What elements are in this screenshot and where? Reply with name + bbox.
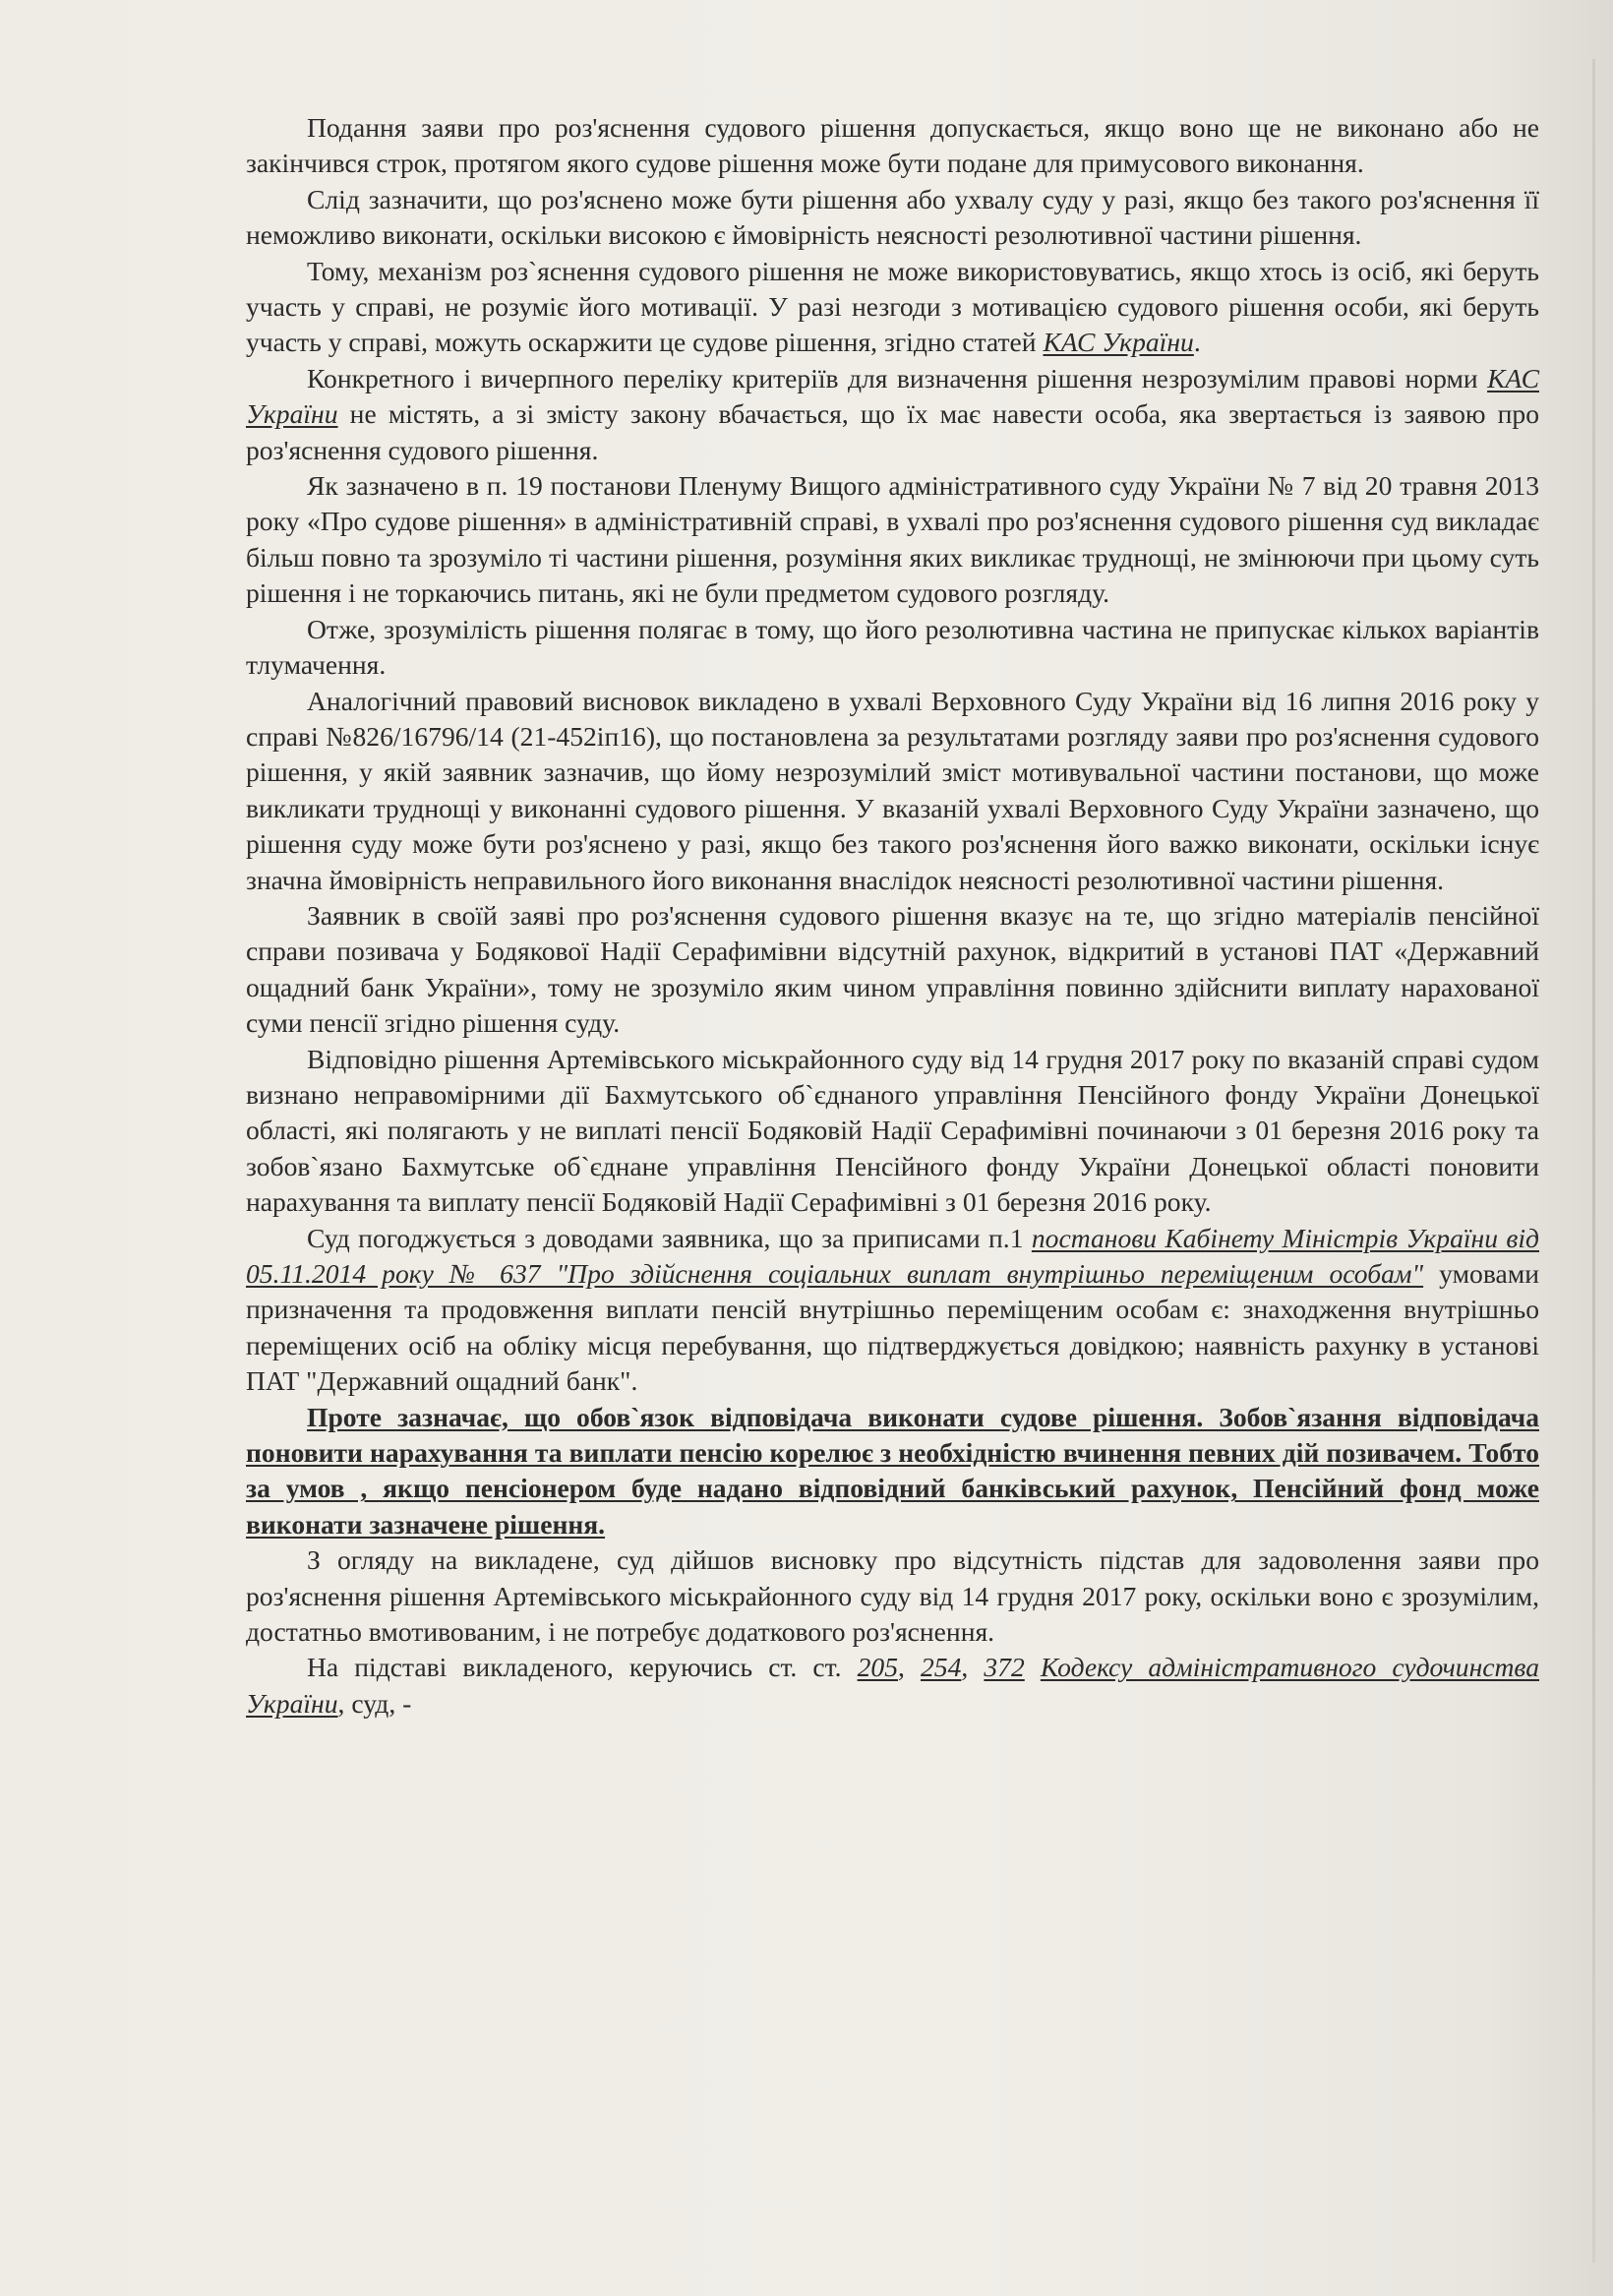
paragraph-4-text: Конкретного і вичерпного переліку критеріїв для визначення рішення незрозумілим правові норми <box>307 362 1488 393</box>
paragraph-3 <box>246 254 1539 361</box>
paragraph-13-text: На підставі викладеного, керуючись ст. ст. <box>307 1652 858 1683</box>
separator: , <box>961 1652 985 1683</box>
paragraph-11-emphasis <box>246 1400 1539 1543</box>
paragraph-10 <box>246 1221 1539 1400</box>
article-205-link[interactable]: 205 <box>857 1652 899 1683</box>
paragraph-13-end: , суд, - <box>337 1687 412 1719</box>
kas-ukraine-link[interactable]: КАС України <box>1043 327 1194 358</box>
paragraph-9: Відповідно рішення Артемівського міськрайонного суду від 14 грудня 2017 року по вказаній справі судом визнано неправомірними дії Бахмутського об`єднаного управління Пенсійного фонду України Донецької області, які полягають у не виплаті пенсії Бодяковій Надії Серафимівні починаючи з 01 березня 2016 року та зобов`язано Бахмутське об`єднане управління Пенсійного фонду України Донецької області поновити нарахування та виплату пенсії Бодяковій Надії Серафимівні з 01 березня 2016 року. <box>246 1043 1539 1218</box>
paragraph-6: Отже, зрозумілість рішення полягає в тому, що його резолютивна частина не припускає кількох варіантів тлумачення. <box>246 613 1539 681</box>
kas-ukraine-link[interactable]: КАС України <box>246 362 1539 430</box>
article-372-link[interactable]: 372 <box>984 1652 1025 1683</box>
kas-code-link[interactable]: Кодексу адміністративного судочинства України <box>246 1652 1540 1719</box>
paragraph-2: Слід зазначити, що роз'яснено може бути рішення або ухвалу суду у разі, якщо без такого роз'яснення її неможливо виконати, оскільки високою є ймовірність неясності резолютивної частини рішення. <box>246 183 1539 251</box>
paragraph-10-end: умовами призначення та продовження виплати пенсій внутрішньо переміщеним особам є: знаходження внутрішньо переміщених осіб на обліку місця перебування, що підтверджується довідкою; наявність рахунку в установі ПАТ "Державний ощадний банк". <box>246 1258 1539 1397</box>
paragraph-8: Заявник в своїй заяві про роз'яснення судового рішення вказує на те, що згідно матеріалів пенсійної справи позивача у Бодякової Надії Серафимівни відсутній рахунок, відкритий в установі ПАТ «Державний ощадний банк України», тому не зрозуміло яким чином управління повинно здійснити виплату нарахованої суми пенсії згідно рішення суду. <box>246 899 1539 1039</box>
paragraph-3-text: Тому, механізм роз`яснення судового рішення не може використовуватись, якщо хтось із осіб, які беруть участь у справі, не розуміє його мотивації. У разі незгоди з мотивацією судового рішення особи, які беруть участь у справі, можуть оскаржити це судове рішення, згідно статей <box>246 255 1539 358</box>
paragraph-5: Як зазначено в п. 19 постанови Пленуму Вищого адміністративного суду України № 7 від 20 травня 2013 року «Про судове рішення» в адміністративній справі, в ухвалі про роз'яснення судового рішення суд викладає більш повно та зрозуміло ті частини рішення, розуміння яких викликає труднощі, не змінюючи при цьому суть рішення і не торкаючись питань, які не були предметом судового розгляду. <box>246 470 1539 609</box>
separator <box>1025 1652 1041 1682</box>
separator: , <box>898 1652 921 1683</box>
paragraph-10-text: Суд погоджується з доводами заявника, що за приписами п.1 <box>307 1222 1032 1253</box>
paragraph-4 <box>246 361 1539 468</box>
article-254-link[interactable]: 254 <box>921 1652 962 1683</box>
paragraph-1: Подання заяви про роз'яснення судового рішення допускається, якщо воно ще не виконано або не закінчився строк, протягом якого судове рішення може бути подане для примусового виконання. <box>246 112 1539 179</box>
cabinet-resolution-link[interactable]: постанови Кабінету Міністрів України від 05.11.2014 року № 637 "Про здійснення соціальних виплат внутрішньо переміщеним особам" <box>246 1222 1539 1289</box>
paragraph-3-end: . <box>1193 327 1201 358</box>
document-body <box>246 110 1539 1722</box>
paragraph-13 <box>246 1650 1539 1722</box>
paragraph-11-text: Проте зазначає, що обов`язок відповідача виконати судове рішення. Зобов`язання відповідача поновити нарахування та виплати пенсію корелює з необхідністю вчинення певних дій позивачем. Тобто за умов , якщо пенсіонером буде надано відповідний банківський рахунок, Пенсійний фонд може виконати зазначене рішення. <box>246 1401 1539 1540</box>
paragraph-12: З огляду на викладене, суд дійшов висновку про відсутність підстав для задоволення заяви про роз'яснення рішення Артемівського міськрайонного суду від 14 грудня 2017 року, оскільки воно є зрозумілим, достатньо вмотивованим, і не потребує додаткового роз'яснення. <box>246 1544 1539 1648</box>
paragraph-7: Аналогічний правовий висновок викладено в ухвалі Верховного Суду України від 16 липня 2016 року у справі №826/16796/14 (21-452іп16), що постановлена за результатами розгляду заяви про роз'яснення судового рішення, у якій заявник зазначив, що йому незрозумілий зміст мотивувальної частини постанови, що може викликати труднощі у виконанні судового рішення. У вказаній ухвалі Верховного Суду України зазначено, що рішення суду може бути роз'яснено у разі, якщо без такого роз'яснення його важко виконати, оскільки існує значна ймовірність неправильного його виконання внаслідок неясності резолютивної частини рішення. <box>246 685 1539 895</box>
paragraph-4-end: не містять, а зі змісту закону вбачається, що їх має навести особа, яка звертається із заявою про роз'яснення судового рішення. <box>246 398 1539 465</box>
page-edge-shadow <box>1592 59 1595 2263</box>
